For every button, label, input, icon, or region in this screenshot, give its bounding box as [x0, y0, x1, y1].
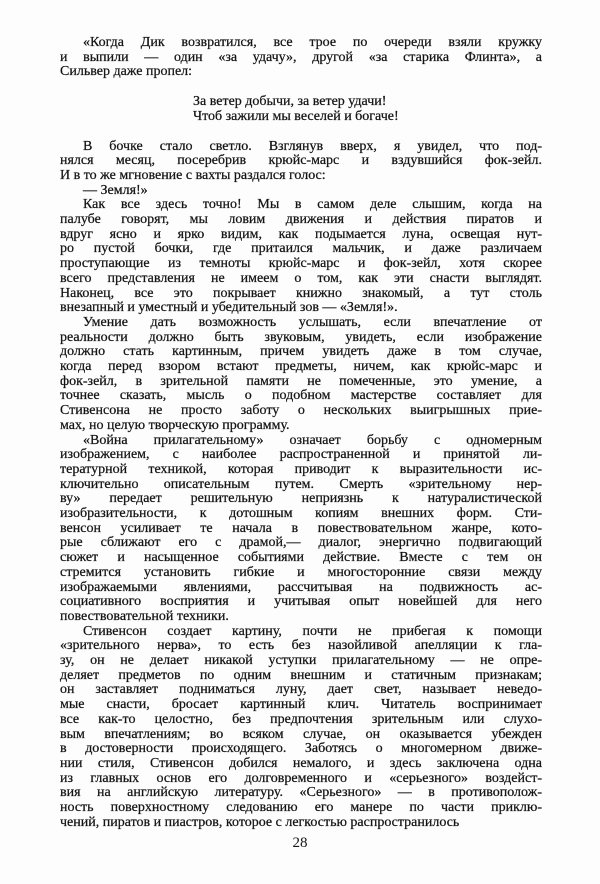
- text-line: вия на английскую литературу. «Серьезного» — в противополож-: [60, 785, 542, 801]
- text-line: деляет предметов по одним внешним и статичным признакам;: [60, 667, 542, 683]
- text-line: «зрительного нерва», то есть без назойливой апелляции к гла-: [60, 638, 542, 654]
- text-line: Умение дать возможность услышать, если впечатление от: [83, 314, 542, 330]
- text-line: повествовательной техники.: [60, 608, 229, 624]
- text-line: мые снасти, бросает картинный клич. Читатель воспринимает: [60, 697, 542, 713]
- text-line: Чтоб зажили мы веселей и богаче!: [193, 108, 399, 124]
- text-line: внезапный и уместный и убедительный зов — «Земля!».: [60, 300, 398, 316]
- text-line: ро пустой бочки, где притаился мальчик, и даже различаем: [60, 241, 542, 257]
- text-line: нялся месяц, посеребрив крюйс-марс и вздувшийся фок-зейл.: [60, 153, 542, 169]
- text-line: Наконец, все это покрывает книжно знакомый, а тут столь: [60, 285, 542, 301]
- text-line: вым впечатлениям; во всяком случае, он оказывается убежден: [60, 726, 542, 742]
- text-line: зу, он не делает никакой уступки прилагательному — не опре-: [60, 653, 542, 668]
- text-line: должно стать картинным, причем увидеть даже в том случае,: [60, 344, 542, 360]
- text-line: венсон усиливает те начала в повествовательном жанре, кото-: [60, 520, 542, 536]
- text-line: всего представления не имеем о том, как эти снасти выглядят.: [60, 270, 542, 286]
- text-line: социативного восприятия и учитывая опыт новейшей для него: [60, 594, 542, 610]
- text-line: За ветер добычи, за ветер удачи!: [193, 94, 387, 110]
- text-line: «Война прилагательному» означает борьбу с одномерным: [83, 432, 542, 448]
- text-line: ключительно описательным путем. Смерть «зрительному нер-: [60, 476, 542, 492]
- text-line: ву» передает решительную неприязнь к натуралистической: [60, 491, 542, 507]
- text-line: когда перед взором встают предметы, ничем, как крюйс-марс и: [60, 359, 542, 374]
- text-line: рые сближают его с драмой,— диалог, энергично подвигающий: [60, 535, 542, 551]
- text-line: в достоверности происходящего. Заботясь о многомерном движе-: [60, 741, 542, 757]
- text-line: точнее сказать, мысль о подобном мастерстве составляет для: [60, 388, 542, 404]
- text-line: мах, но целую творческую программу.: [60, 417, 290, 433]
- text-line: сюжет и насыщенное событиями действие. Вместе с тем он: [60, 550, 542, 566]
- page-number: 28: [292, 835, 308, 851]
- text-line: вдруг ясно и ярко видим, как подымается луна, освещая нут-: [60, 226, 542, 242]
- text-line: изобразительности, к дотошным копиям внешних форм. Сти-: [60, 506, 542, 521]
- text-line: ность поверхностному следованию его манере по части приклю-: [60, 800, 542, 815]
- text-line: реальности должно быть звуковым, увидеть, если изображение: [60, 329, 542, 345]
- text-line: проступающие из темноты крюйс-марс и фок-зейл, хотя скорее: [60, 256, 542, 272]
- text-line: все как-то целостно, без предпочтения зрительным или слухо-: [60, 711, 542, 727]
- text-line: изображением, с наиболее распространенной и принятой ли-: [60, 447, 542, 463]
- text-line: — Земля!»: [83, 182, 148, 198]
- text-line: В бочке стало светло. Взглянув вверх, я увидел, что под-: [83, 138, 542, 154]
- text-line: Сильвер даже пропел:: [60, 64, 193, 80]
- text-line: фок-зейл, в зрительной памяти не помеченные, это умение, а: [60, 373, 542, 389]
- text-line: изображаемыми явлениями, рассчитывая на подвижность ас-: [60, 579, 542, 595]
- text-line: Стивенсона не просто заботу о нескольких выигрышных прие-: [60, 403, 542, 419]
- text-line: стремится установить гибкие и многосторонние связи между: [60, 564, 542, 580]
- text-line: из главных основ его долговременного и «серьезного» воздейст-: [60, 770, 542, 786]
- text-line: тературной техникой, которая приводит к выразительности ис-: [60, 461, 542, 477]
- text-line: нии стиля, Стивенсон добился немалого, и здесь заключена одна: [60, 755, 542, 771]
- text-line: «Когда Дик возвратился, все трое по очереди взяли кружку: [83, 35, 542, 50]
- text-line: он заставляет подниматься луну, дает свет, называет неведо-: [60, 682, 542, 698]
- text-line: Стивенсон создает картину, почти не прибегая к помощи: [83, 623, 542, 639]
- text-line: чений, пиратов и пиастров, которое с легкостью распространилось: [60, 814, 460, 830]
- text-line: палубе говорят, мы ловим движения и действия пиратов и: [60, 212, 542, 227]
- text-line: и выпили — один «за удачу», другой «за старика Флинта», а: [60, 49, 542, 65]
- text-line: Как все здесь точно! Мы в самом деле слышим, когда на: [83, 197, 542, 213]
- text-line: И в то же мгновение с вахты раздался голос:: [60, 167, 326, 183]
